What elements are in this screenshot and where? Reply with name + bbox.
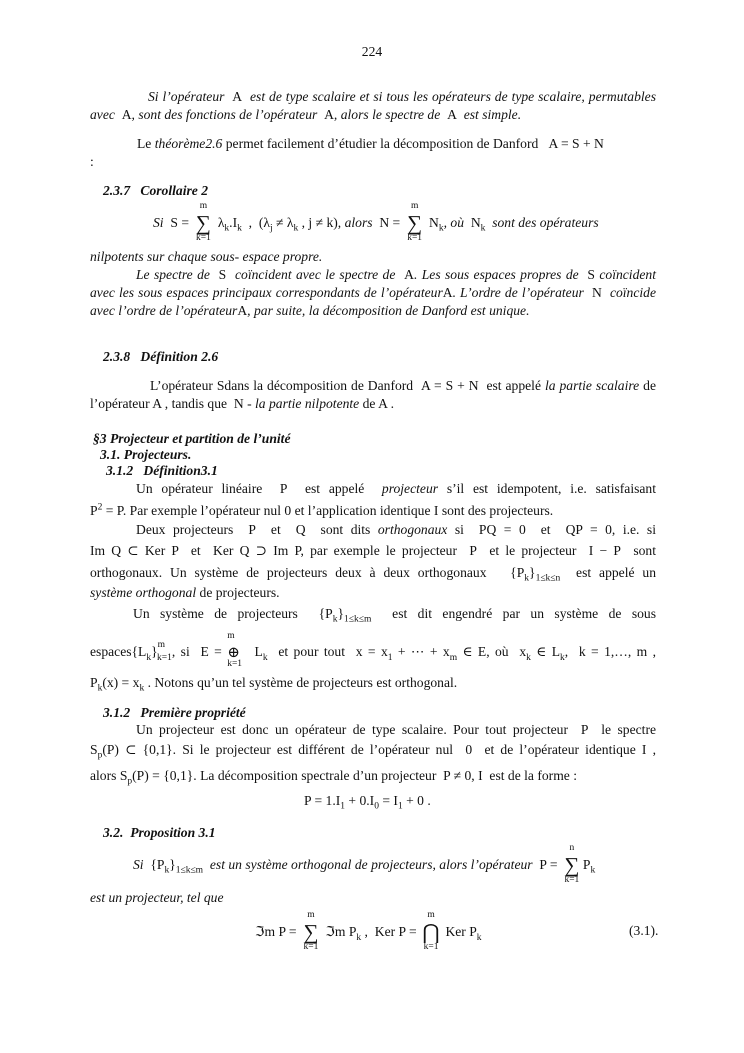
def31-line3: Deux projecteurs P et Q sont dits orthogonaux si PQ = 0 et QP = 0, i.e. si — [136, 522, 656, 537]
direct-sum-symbol: m ⊕ k=1 — [227, 631, 243, 669]
def31-line8: $espaces\{L_k\}^m_{k=1}$, si E = m ⊕ k=1 $L_k$ et pour tout $x = x_1$ + ⋯ + $x_m$ ∈ E, où $x_k$ ∈ $L_k$, k = 1,…, m , — [90, 631, 656, 669]
sum-symbol: m ∑ k=1 — [407, 201, 423, 243]
definition-2-6-paragraph: L’opérateur Sdans la décomposition de Danford A = S + N est appelé la partie scalaire de l’opérateur A , tandis que N - la partie nilpotente de A . — [90, 378, 656, 411]
colon: : — [90, 154, 94, 169]
def31-line7: Un système de projecteurs $\{P_k\}_{1\le k\le m}$ est dit engendré par un système de sous — [133, 606, 657, 625]
sum-symbol: n ∑ k=1 — [564, 843, 580, 885]
sum-symbol: m ∑ k=1 — [195, 201, 211, 243]
heading-projecteurs: 3.1. Projecteurs. — [100, 447, 192, 462]
paragraph-scalar-operator: Si l’opérateur A est de type scalaire et si tous les opérateurs de type scalaire, permutables avec A, sont des fonctions de l’opérateur A, alors le spectre de A est simple. — [90, 89, 656, 122]
prop1-line3: alors $S_p(P) = \{0,1\}$. La décomposition spectrale d’un projecteur P ≠ 0, I est de la forme : — [90, 768, 577, 787]
projector-decomposition-equation: $P = 1.I_1 + 0.I_0 = I_1 + 0$ . — [304, 793, 431, 812]
heading-corollaire-2: 2.3.7 Corollaire 2 — [103, 183, 208, 198]
prop31-line2: est un projecteur, tel que — [90, 890, 224, 905]
prop31-line1: Si $\{P_k\}_{1\le k\le m}$ est un système orthogonal de projecteurs, alors l’opérateur P = n ∑ k=1 $P_k$ — [133, 843, 596, 885]
corollary-formula: Si S = m ∑ k=1 $\lambda_k.I_k$ , ($\lambda_j \ne \lambda_k$ , j ≠ k), alors N = m ∑ k=1 $N_k$, où $N_k$ sont des opérateurs — [153, 201, 599, 243]
def31-line6: système orthogonal de projecteurs. — [90, 585, 280, 600]
sum-symbol: m ∑ k=1 — [303, 910, 319, 952]
heading-definition-2-6: 2.3.8 Définition 2.6 — [103, 349, 219, 364]
prop1-line1: Un projecteur est donc un opérateur de type scalaire. Pour tout projecteur P le spectre — [136, 722, 656, 737]
def31-line9: $P_k(x) = x_k$ . Notons qu’un tel système de projecteurs est orthogonal. — [90, 675, 458, 694]
corollary-nilpotent-line: nilpotents sur chaque sous- espace propre. — [90, 249, 323, 264]
def31-line5: orthogonaux. Un système de projecteurs deux à deux orthogonaux $\{P_k\}_{1\le k\le n}$ est appelé un — [90, 565, 657, 584]
intersection-symbol: m ⋂ k=1 — [422, 910, 440, 952]
prop1-line2: $S_p(P)$ ⊂ {0,1}. Si le projecteur est différent de l’opérateur nul 0 et de l’opérateur identique I , — [90, 742, 657, 761]
page-number: 224 — [361, 44, 383, 59]
def31-line4: Im Q ⊂ Ker P et Ker Q ⊃ Im P, par exemple le projecteur P et le projecteur I − P sont — [90, 543, 656, 558]
def31-line2: $P^2 = P$. Par exemple l’opérateur nul 0 et l’application identique I sont des projecteurs. — [90, 502, 554, 518]
corollary-spectrum-paragraph: Le spectre de S coïncident avec le spectre de A. Les sous espaces propres de S coïncident avec les sous espaces principaux correspondants de l’opérateurA. L’ordre de l’opérateur N coïncide avec l’ordre de l’opérateurA, par suite, la décomposition de Danford est unique. — [90, 267, 656, 318]
equation-3-1: ℑm P = m ∑ k=1 ℑm $P_k$ , Ker P = m ⋂ k=1 Ker $P_k$ — [255, 910, 482, 952]
equation-number: (3.1). — [629, 923, 659, 938]
paragraph-danford: Le théorème2.6 permet facilement d’étudier la décomposition de Danford A = S + N — [137, 136, 604, 151]
heading-definition-3-1: 3.1.2 Définition3.1 — [106, 463, 218, 478]
heading-section-3: §3 Projecteur et partition de l’unité — [93, 431, 291, 446]
heading-premiere-propriete: 3.1.2 Première propriété — [103, 705, 246, 720]
heading-proposition-3-1: 3.2. Proposition 3.1 — [103, 825, 216, 840]
def31-line1: Un opérateur linéaire P est appelé projecteur s’il est idempotent, i.e. satisfaisant — [136, 481, 656, 496]
